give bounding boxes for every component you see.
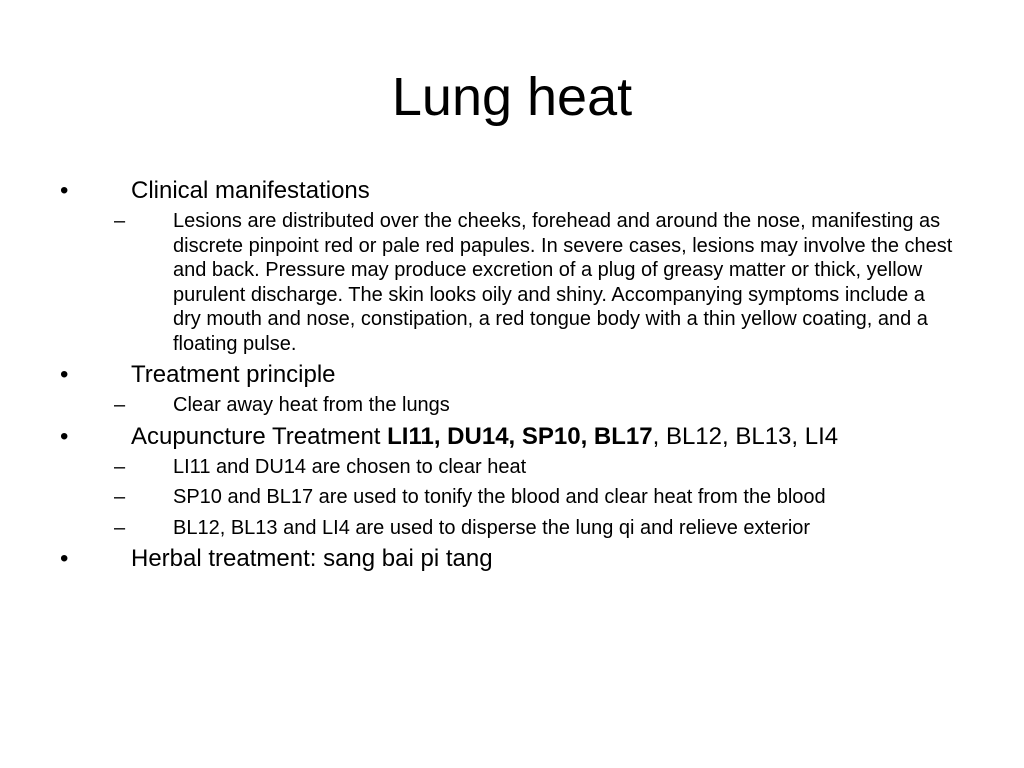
bullet-text: Herbal treatment: sang bai pi tang (131, 545, 493, 572)
bullet-item-treatment-principle (0, 362, 1024, 387)
sub-item-text: SP10 and BL17 are used to tonify the blood and clear heat from the blood (173, 486, 826, 508)
dash-marker: – (114, 516, 126, 539)
sub-item-lesions (0, 209, 1024, 356)
bullet-item-herbal (0, 546, 1024, 571)
dash-marker: – (114, 455, 126, 478)
dash-marker: – (114, 210, 126, 232)
bullet-item-clinical (0, 178, 1024, 203)
bullet-text-prefix: Acupuncture Treatment (131, 422, 388, 450)
bullet-text: Clinical manifestations (131, 177, 370, 204)
dash-marker: – (114, 394, 126, 416)
sub-item-text: Clear away heat from the lungs (173, 394, 450, 416)
bullet-marker: • (60, 422, 69, 450)
bullet-marker: • (60, 545, 69, 572)
bullet-marker: • (60, 177, 69, 204)
slide-title: Lung heat (391, 67, 633, 127)
bullet-text: Treatment principle (131, 361, 336, 388)
sub-item-li11-du14 (0, 455, 1024, 480)
sub-item-text: Lesions are distributed over the cheeks, forehead and around the nose, manifesting as discrete pinpoint red or pale red papules. In severe cases, lesions may involve the chest and back. Pressure may produce excretion of a plug of greasy matter or thick, yellow purulent discharge. The skin looks oily and shiny. Accompanying symptoms include a dry mouth and nose, constipation, a red tongue body with a thin yellow coating, and a floating pulse. (173, 210, 953, 355)
sub-item-clear-heat (0, 393, 1024, 418)
sub-item-text: BL12, BL13 and LI4 are used to disperse the lung qi and relieve exterior (173, 516, 811, 539)
bullet-text-bold-points: LI11, DU14, SP10, BL17 (387, 422, 653, 450)
bullet-text-suffix: , BL12, BL13, LI4 (652, 422, 839, 450)
sub-item-text: LI11 and DU14 are chosen to clear heat (173, 455, 527, 478)
sub-item-sp10-bl17 (0, 485, 1024, 510)
slide-content (0, 178, 1024, 577)
bullet-marker: • (60, 361, 69, 388)
sub-item-bl12-bl13-li4 (0, 516, 1024, 541)
dash-marker: – (114, 486, 126, 508)
bullet-item-acupuncture (0, 424, 1024, 449)
